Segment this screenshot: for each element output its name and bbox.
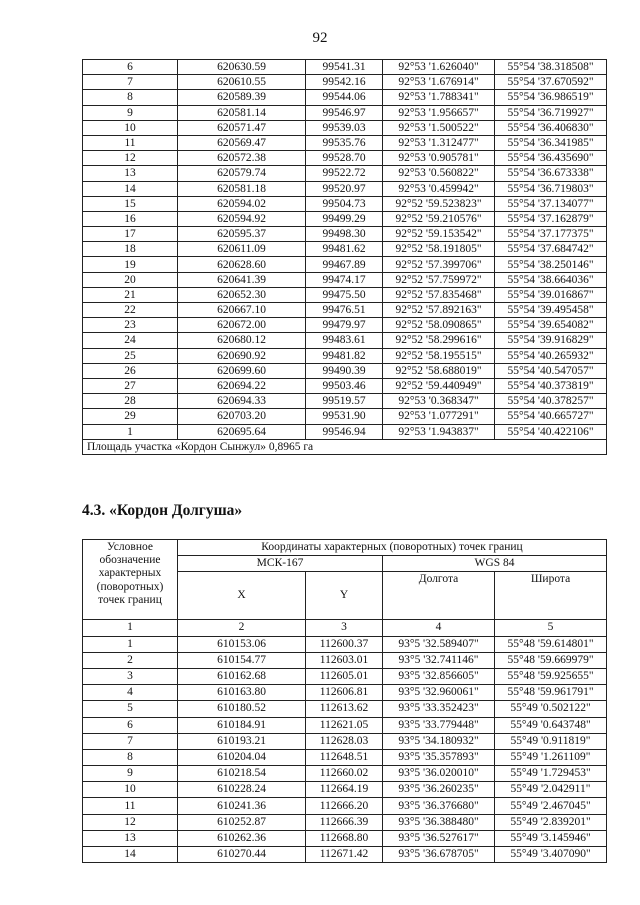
longitude-cell: 92°52 '58.299616" [383, 333, 495, 348]
table-row [83, 135, 607, 150]
longitude-cell: 93°5 '32.856605" [383, 668, 495, 684]
point-number-cell: 29 [83, 409, 178, 424]
y-cell: 99481.62 [306, 242, 383, 257]
table-row [83, 181, 607, 196]
y-cell: 99503.46 [306, 378, 383, 393]
y-cell: 99522.72 [306, 166, 383, 181]
point-number-cell: 5 [83, 701, 178, 717]
table-row [83, 211, 607, 226]
point-number-cell: 12 [83, 814, 178, 830]
longitude-cell: 92°52 '59.210576" [383, 211, 495, 226]
x-cell: 620581.14 [178, 105, 306, 120]
x-cell: 620641.39 [178, 272, 306, 287]
longitude-cell: 92°53 '1.312477" [383, 135, 495, 150]
latitude-cell: 55°54 '40.547057" [495, 363, 607, 378]
latitude-cell: 55°54 '37.670592" [495, 75, 607, 90]
x-cell: 620667.10 [178, 303, 306, 318]
y-cell: 99504.73 [306, 196, 383, 211]
point-number-cell: 1 [83, 424, 178, 439]
y-cell: 112668.80 [306, 830, 383, 846]
point-number-cell: 9 [83, 766, 178, 782]
table-row [83, 409, 607, 424]
point-number-cell: 10 [83, 782, 178, 798]
y-cell: 112603.01 [306, 652, 383, 668]
longitude-cell: 92°53 '1.943837" [383, 424, 495, 439]
x-cell: 610270.44 [178, 847, 306, 863]
y-cell: 99542.16 [306, 75, 383, 90]
point-number-cell: 7 [83, 75, 178, 90]
table-row [83, 717, 607, 733]
point-number-cell: 13 [83, 830, 178, 846]
table-row [83, 120, 607, 135]
y-cell: 99467.89 [306, 257, 383, 272]
x-cell: 610163.80 [178, 685, 306, 701]
latitude-cell: 55°54 '36.406830" [495, 120, 607, 135]
longitude-cell: 92°53 '1.956657" [383, 105, 495, 120]
x-cell: 620610.55 [178, 75, 306, 90]
table-row [83, 242, 607, 257]
x-cell: 610228.24 [178, 782, 306, 798]
longitude-cell: 93°5 '36.260235" [383, 782, 495, 798]
col-number: 5 [495, 620, 607, 636]
point-number-cell: 3 [83, 668, 178, 684]
x-cell: 620611.09 [178, 242, 306, 257]
latitude-cell: 55°49 '0.911819" [495, 733, 607, 749]
latitude-cell: 55°48 '59.669979" [495, 652, 607, 668]
longitude-cell: 93°5 '33.352423" [383, 701, 495, 717]
latitude-cell: 55°54 '36.986519" [495, 90, 607, 105]
point-designation-header: Условное обозначение характерных (поворотных) точек границ [83, 540, 178, 620]
longitude-cell: 93°5 '36.376680" [383, 798, 495, 814]
y-cell: 112671.42 [306, 847, 383, 863]
y-cell: 99520.97 [306, 181, 383, 196]
x-cell: 610180.52 [178, 701, 306, 717]
wgs-header: WGS 84 [383, 556, 607, 572]
x-cell: 620595.37 [178, 227, 306, 242]
x-cell: 620589.39 [178, 90, 306, 105]
latitude-cell: 55°54 '37.134077" [495, 196, 607, 211]
table-row [83, 749, 607, 765]
longitude-cell: 93°5 '36.388480" [383, 814, 495, 830]
y-cell: 99490.39 [306, 363, 383, 378]
y-header: Y [306, 572, 383, 620]
latitude-cell: 55°54 '38.318508" [495, 60, 607, 75]
latitude-cell: 55°49 '1.729453" [495, 766, 607, 782]
latitude-cell: 55°54 '36.673338" [495, 166, 607, 181]
latitude-cell: 55°54 '36.719803" [495, 181, 607, 196]
x-cell: 620569.47 [178, 135, 306, 150]
point-number-cell: 4 [83, 685, 178, 701]
x-cell: 620703.20 [178, 409, 306, 424]
point-number-cell: 25 [83, 348, 178, 363]
longitude-cell: 92°52 '58.090865" [383, 318, 495, 333]
col-number: 3 [306, 620, 383, 636]
latitude-cell: 55°48 '59.925655" [495, 668, 607, 684]
coordinates-table-syndzhul [82, 59, 607, 455]
y-cell: 99544.06 [306, 90, 383, 105]
table-row [83, 196, 607, 211]
table-row [83, 847, 607, 863]
table-row [83, 814, 607, 830]
latitude-cell: 55°49 '0.502122" [495, 701, 607, 717]
table-row [83, 668, 607, 684]
point-number-cell: 10 [83, 120, 178, 135]
x-cell: 620680.12 [178, 333, 306, 348]
x-cell: 610162.68 [178, 668, 306, 684]
longitude-cell: 92°53 '1.676914" [383, 75, 495, 90]
table-row [83, 318, 607, 333]
latitude-cell: 55°54 '36.341985" [495, 135, 607, 150]
table-row [83, 733, 607, 749]
y-cell: 112621.05 [306, 717, 383, 733]
point-number-cell: 9 [83, 105, 178, 120]
table-row [83, 363, 607, 378]
y-cell: 112666.39 [306, 814, 383, 830]
table-row [83, 348, 607, 363]
latitude-cell: 55°54 '40.265932" [495, 348, 607, 363]
y-cell: 99539.03 [306, 120, 383, 135]
table-row [83, 394, 607, 409]
point-number-cell: 11 [83, 135, 178, 150]
longitude-cell: 93°5 '36.678705" [383, 847, 495, 863]
x-cell: 620579.74 [178, 166, 306, 181]
longitude-cell: 93°5 '32.589407" [383, 636, 495, 652]
point-number-cell: 18 [83, 242, 178, 257]
point-number-cell: 23 [83, 318, 178, 333]
latitude-cell: 55°54 '40.378257" [495, 394, 607, 409]
point-number-cell: 7 [83, 733, 178, 749]
point-number-cell: 8 [83, 749, 178, 765]
y-cell: 112664.19 [306, 782, 383, 798]
table-row [83, 782, 607, 798]
x-header: X [178, 572, 306, 620]
point-number-cell: 1 [83, 636, 178, 652]
page-number: 92 [312, 30, 328, 46]
y-cell: 99483.61 [306, 333, 383, 348]
latitude-cell: 55°54 '36.435690" [495, 151, 607, 166]
x-cell: 620690.92 [178, 348, 306, 363]
point-number-cell: 14 [83, 181, 178, 196]
x-cell: 610252.87 [178, 814, 306, 830]
point-number-cell: 27 [83, 378, 178, 393]
point-number-cell: 17 [83, 227, 178, 242]
x-cell: 620581.18 [178, 181, 306, 196]
section-heading: 4.3. «Кордон Долгуша» [82, 502, 243, 519]
latitude-cell: 55°49 '3.407090" [495, 847, 607, 863]
x-cell: 610218.54 [178, 766, 306, 782]
y-cell: 99535.76 [306, 135, 383, 150]
x-cell: 620699.60 [178, 363, 306, 378]
latitude-cell: 55°48 '59.614801" [495, 636, 607, 652]
area-note: Площадь участка «Кордон Сынжул» 0,8965 га [83, 439, 607, 454]
longitude-cell: 92°53 '1.077291" [383, 409, 495, 424]
point-number-cell: 26 [83, 363, 178, 378]
table-row [83, 75, 607, 90]
x-cell: 610204.04 [178, 749, 306, 765]
latitude-cell: 55°54 '39.916829" [495, 333, 607, 348]
y-cell: 112666.20 [306, 798, 383, 814]
longitude-cell: 92°53 '0.905781" [383, 151, 495, 166]
table-row [83, 227, 607, 242]
y-cell: 99475.50 [306, 287, 383, 302]
x-cell: 610241.36 [178, 798, 306, 814]
longitude-cell: 92°53 '0.459942" [383, 181, 495, 196]
table-row [83, 272, 607, 287]
point-number-cell: 19 [83, 257, 178, 272]
point-number-cell: 24 [83, 333, 178, 348]
longitude-cell: 92°53 '1.626040" [383, 60, 495, 75]
table-row [83, 166, 607, 181]
longitude-cell: 92°52 '57.835468" [383, 287, 495, 302]
latitude-cell: 55°54 '40.373819" [495, 378, 607, 393]
longitude-cell: 92°53 '1.788341" [383, 90, 495, 105]
latitude-header: Широта [495, 572, 607, 620]
point-number-cell: 28 [83, 394, 178, 409]
longitude-cell: 93°5 '35.357893" [383, 749, 495, 765]
x-cell: 620672.00 [178, 318, 306, 333]
table-row [83, 60, 607, 75]
table-row [83, 90, 607, 105]
y-cell: 99541.31 [306, 60, 383, 75]
y-cell: 99474.17 [306, 272, 383, 287]
longitude-header: Долгота [383, 572, 495, 620]
y-cell: 99498.30 [306, 227, 383, 242]
table-row [83, 303, 607, 318]
x-cell: 620571.47 [178, 120, 306, 135]
longitude-cell: 93°5 '34.180932" [383, 733, 495, 749]
x-cell: 620695.64 [178, 424, 306, 439]
longitude-cell: 92°52 '59.440949" [383, 378, 495, 393]
y-cell: 112660.02 [306, 766, 383, 782]
table-row [83, 151, 607, 166]
point-number-cell: 20 [83, 272, 178, 287]
y-cell: 99546.97 [306, 105, 383, 120]
table-row [83, 378, 607, 393]
coordinates-table-dolgusha [82, 539, 607, 863]
longitude-cell: 92°52 '58.688019" [383, 363, 495, 378]
y-cell: 112628.03 [306, 733, 383, 749]
col-number: 4 [383, 620, 495, 636]
table-row [83, 287, 607, 302]
latitude-cell: 55°54 '38.250146" [495, 257, 607, 272]
x-cell: 620572.38 [178, 151, 306, 166]
point-number-cell: 13 [83, 166, 178, 181]
x-cell: 610184.91 [178, 717, 306, 733]
table-row [83, 685, 607, 701]
latitude-cell: 55°54 '37.177375" [495, 227, 607, 242]
y-cell: 99479.97 [306, 318, 383, 333]
latitude-cell: 55°48 '59.961791" [495, 685, 607, 701]
y-cell: 112605.01 [306, 668, 383, 684]
table-row [83, 257, 607, 272]
latitude-cell: 55°49 '1.261109" [495, 749, 607, 765]
header-row-1 [83, 540, 607, 556]
point-number-cell: 11 [83, 798, 178, 814]
latitude-cell: 55°54 '38.664036" [495, 272, 607, 287]
longitude-cell: 93°5 '32.741146" [383, 652, 495, 668]
latitude-cell: 55°54 '37.162879" [495, 211, 607, 226]
latitude-cell: 55°49 '2.467045" [495, 798, 607, 814]
longitude-cell: 92°53 '0.368347" [383, 394, 495, 409]
point-number-cell: 16 [83, 211, 178, 226]
longitude-cell: 92°53 '0.560822" [383, 166, 495, 181]
table-row [83, 701, 607, 717]
latitude-cell: 55°54 '37.684742" [495, 242, 607, 257]
x-cell: 610193.21 [178, 733, 306, 749]
col-number: 2 [178, 620, 306, 636]
column-number-row [83, 620, 607, 636]
table-row [83, 333, 607, 348]
point-number-cell: 8 [83, 90, 178, 105]
longitude-cell: 92°53 '1.500522" [383, 120, 495, 135]
point-number-cell: 6 [83, 717, 178, 733]
longitude-cell: 93°5 '33.779448" [383, 717, 495, 733]
latitude-cell: 55°54 '39.495458" [495, 303, 607, 318]
table-row [83, 652, 607, 668]
table-row [83, 830, 607, 846]
table-row [83, 766, 607, 782]
table-row [83, 424, 607, 439]
y-cell: 112648.51 [306, 749, 383, 765]
y-cell: 99476.51 [306, 303, 383, 318]
point-number-cell: 14 [83, 847, 178, 863]
longitude-cell: 92°52 '57.759972" [383, 272, 495, 287]
x-cell: 610262.36 [178, 830, 306, 846]
point-number-cell: 6 [83, 60, 178, 75]
latitude-cell: 55°54 '40.665727" [495, 409, 607, 424]
y-cell: 99528.70 [306, 151, 383, 166]
table-row [83, 798, 607, 814]
x-cell: 620652.30 [178, 287, 306, 302]
x-cell: 620630.59 [178, 60, 306, 75]
y-cell: 112600.37 [306, 636, 383, 652]
longitude-cell: 93°5 '32.960061" [383, 685, 495, 701]
x-cell: 610154.77 [178, 652, 306, 668]
latitude-cell: 55°54 '39.654082" [495, 318, 607, 333]
x-cell: 620594.92 [178, 211, 306, 226]
coordinates-title-header: Координаты характерных (поворотных) точек границ [178, 540, 607, 556]
x-cell: 620628.60 [178, 257, 306, 272]
x-cell: 620594.02 [178, 196, 306, 211]
area-note-row [83, 439, 607, 454]
col-number: 1 [83, 620, 178, 636]
latitude-cell: 55°49 '3.145946" [495, 830, 607, 846]
table-row [83, 636, 607, 652]
y-cell: 112613.62 [306, 701, 383, 717]
y-cell: 99519.57 [306, 394, 383, 409]
latitude-cell: 55°49 '0.643748" [495, 717, 607, 733]
x-cell: 620694.33 [178, 394, 306, 409]
longitude-cell: 92°52 '57.892163" [383, 303, 495, 318]
point-number-cell: 21 [83, 287, 178, 302]
latitude-cell: 55°54 '36.719927" [495, 105, 607, 120]
y-cell: 112606.81 [306, 685, 383, 701]
longitude-cell: 92°52 '58.195515" [383, 348, 495, 363]
longitude-cell: 92°52 '57.399706" [383, 257, 495, 272]
latitude-cell: 55°49 '2.839201" [495, 814, 607, 830]
longitude-cell: 92°52 '58.191805" [383, 242, 495, 257]
latitude-cell: 55°54 '40.422106" [495, 424, 607, 439]
table-row [83, 105, 607, 120]
x-cell: 620694.22 [178, 378, 306, 393]
latitude-cell: 55°49 '2.042911" [495, 782, 607, 798]
longitude-cell: 93°5 '36.020010" [383, 766, 495, 782]
y-cell: 99481.82 [306, 348, 383, 363]
point-number-cell: 15 [83, 196, 178, 211]
longitude-cell: 93°5 '36.527617" [383, 830, 495, 846]
y-cell: 99531.90 [306, 409, 383, 424]
msk-header: МСК-167 [178, 556, 383, 572]
y-cell: 99546.94 [306, 424, 383, 439]
point-number-cell: 22 [83, 303, 178, 318]
y-cell: 99499.29 [306, 211, 383, 226]
longitude-cell: 92°52 '59.523823" [383, 196, 495, 211]
point-number-cell: 2 [83, 652, 178, 668]
point-number-cell: 12 [83, 151, 178, 166]
latitude-cell: 55°54 '39.016867" [495, 287, 607, 302]
longitude-cell: 92°52 '59.153542" [383, 227, 495, 242]
x-cell: 610153.06 [178, 636, 306, 652]
